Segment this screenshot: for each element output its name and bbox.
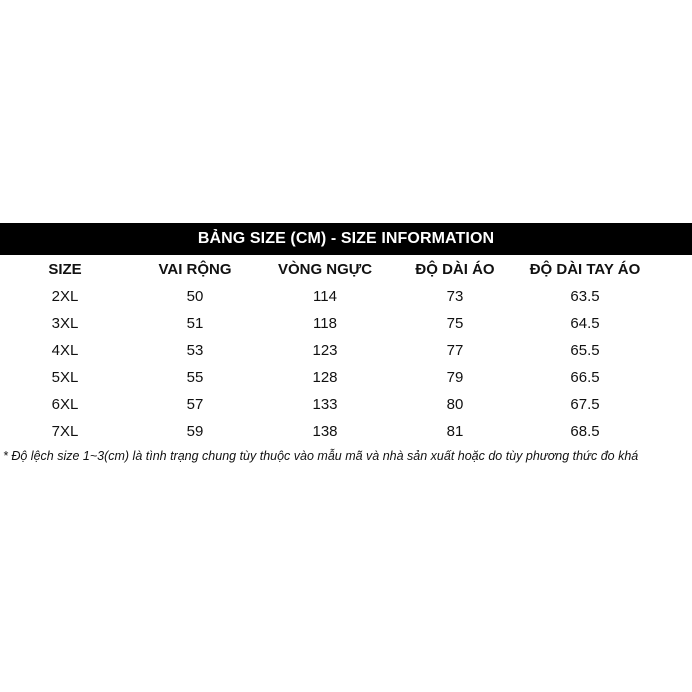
table-row [0, 391, 692, 418]
cell-shoulder-width: 51 [186, 315, 204, 332]
cell-shoulder-width: 57 [186, 396, 204, 413]
cell-chest: 123 [312, 342, 338, 359]
cell-length: 80 [446, 396, 464, 413]
cell-chest: 114 [313, 288, 337, 305]
cell-shoulder-width: 59 [186, 423, 204, 440]
cell-sleeve-length: 63.5 [570, 288, 600, 305]
cell-sleeve-length: 64.5 [570, 315, 600, 332]
header-chest: VÒNG NGỰC [277, 261, 373, 278]
cell-sleeve-length: 66.5 [570, 369, 600, 386]
table-row [0, 418, 692, 445]
cell-length: 81 [446, 423, 464, 440]
cell-length: 73 [446, 288, 464, 305]
cell-length: 77 [446, 342, 464, 359]
table-row [0, 337, 692, 364]
header-length: ĐỘ DÀI ÁO [415, 261, 495, 278]
cell-size: 3XL [51, 315, 79, 332]
table-row [0, 310, 692, 337]
cell-size: 2XL [51, 288, 79, 305]
cell-size: 7XL [51, 423, 79, 440]
header-sleeve-length: ĐỘ DÀI TAY ÁO [529, 261, 641, 278]
cell-chest: 138 [312, 423, 338, 440]
table-row [0, 283, 692, 310]
size-chart-title-bar [0, 223, 692, 255]
table-header-row [0, 256, 692, 283]
size-chart-title: BẢNG SIZE (CM) - SIZE INFORMATION [197, 230, 495, 247]
cell-chest: 118 [313, 315, 337, 332]
cell-length: 79 [446, 369, 464, 386]
table-row [0, 364, 692, 391]
header-size: SIZE [48, 261, 82, 278]
cell-shoulder-width: 53 [186, 342, 204, 359]
cell-sleeve-length: 67.5 [570, 396, 600, 413]
cell-sleeve-length: 68.5 [570, 423, 600, 440]
cell-size: 6XL [51, 396, 79, 413]
cell-shoulder-width: 55 [186, 369, 204, 386]
cell-chest: 133 [312, 396, 338, 413]
cell-length: 75 [446, 315, 464, 332]
cell-shoulder-width: 50 [186, 288, 204, 305]
size-table [0, 256, 692, 445]
cell-sleeve-length: 65.5 [570, 342, 600, 359]
cell-size: 4XL [51, 342, 79, 359]
cell-size: 5XL [51, 369, 79, 386]
size-deviation-note: * Độ lệch size 1~3(cm) là tình trạng chung tùy thuộc vào mẫu mã và nhà sản xuất hoặc do tùy phương thức đo khá [3, 449, 639, 463]
cell-chest: 128 [312, 369, 338, 386]
header-shoulder-width: VAI RỘNG [158, 261, 232, 278]
